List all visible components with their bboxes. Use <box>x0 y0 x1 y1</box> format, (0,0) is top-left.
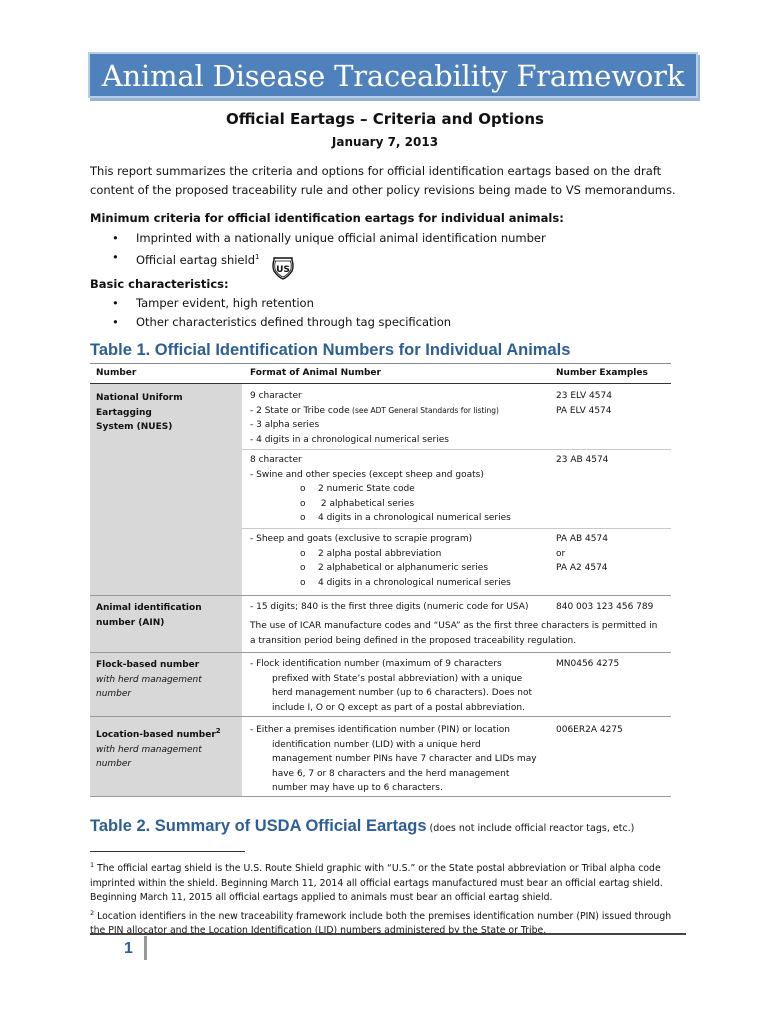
row-label-location: Location-based number$^2$ with herd management number <box>90 717 242 796</box>
shield-text: US <box>276 265 290 275</box>
table2-note: (does not include official reactor tags, etc.) <box>426 823 635 834</box>
minimum-criteria-list <box>112 229 546 270</box>
row-label-nues: National Uniform Eartagging System (NUES) <box>90 384 242 595</box>
basic-characteristics-heading: Basic characteristics: <box>90 277 229 291</box>
footnote-divider <box>90 851 245 852</box>
page-number-bar <box>144 936 147 960</box>
document-title-banner: Animal Disease Traceability Framework <box>88 52 698 98</box>
list-item: • Tamper evident, high retention <box>112 294 451 313</box>
document-subtitle: Official Eartags – Criteria and Options <box>226 110 544 128</box>
document-date: January 7, 2013 <box>331 135 439 149</box>
table-row-flock: Flock-based number with herd management number - Flock identification number (maximum of 9 characters prefixed with State’s postal abbreviation) with a unique herd management number (up to 6 characters). Does not include I, O or Q except as part of a postal abbreviation. MN0456 4275 <box>90 653 671 717</box>
table-row-location: Location-based number$^2$ with herd management number - Either a premises identification number (PIN) or location identification number (LID) with a unique herd management number PINs have 7 character and LIDs may have 6, 7 or 8 characters and the herd management number may have up to 6 characters. 006ER2A 4275 <box>90 717 671 797</box>
table-row-ain: Animal identification number (AIN) - 15 digits; 840 is the first three digits (numeric code for USA) 840 003 123 456 789 The use of ICAR manufacture codes and “USA” as the first three characters is permitted in a transition period being defined in the proposed traceability regulation. <box>90 596 671 653</box>
header-format: Format of Animal Number <box>250 368 381 378</box>
page-number: 1 <box>124 940 133 957</box>
row-label-flock: Flock-based number with herd management number <box>90 653 242 716</box>
nues-sheep-goats-row: - Sheep and goats (exclusive to scrapie program) o 2 alpha postal abbreviation o 2 alphabetical or alphanumeric series o 4 digits in a chronological numerical series PA AB 4574 or PA A2 4574 <box>250 534 608 588</box>
header-examples: Number Examples <box>556 368 648 378</box>
table-row-nues <box>90 384 671 596</box>
intro-line-2: content of the proposed traceability rule and other policy revisions being made to VS memorandums. <box>90 183 676 197</box>
page-bottom-divider <box>90 933 686 935</box>
table-header-row <box>90 363 671 384</box>
table1-title: Table 1. Official Identification Numbers for Individual Animals <box>90 341 571 359</box>
intro-line-1: This report summarizes the criteria and options for official identification eartags based on the draft <box>90 164 662 178</box>
intro-paragraph <box>90 162 690 200</box>
nues-8-character-row: 8 character - Swine and other species (except sheep and goats) o 2 numeric State code o 2 alphabetical series o 4 digits in a chronological numerical series 23 AB 4574 <box>242 450 671 529</box>
minimum-criteria-heading: Minimum criteria for official identification eartags for individual animals: <box>90 211 564 225</box>
footnotes: $^1$ The official eartag shield is the U.S. Route Shield graphic with “U.S.” or the State postal abbreviation or Tribal alpha code imprinted within the shield. Beginning March 11, 2014 all official eartags manufactured must bear an official eartag shield. Beginning March 11, 2015 all official eartags applied to animals must bear an official eartag shield. $^2$ Location identifiers in the new traceability framework include both the premises identification number (PIN) issued through the PIN allocator and the Location Identification (LID) numbers administered by the State or Tribe. <box>90 861 672 937</box>
header-number: Number <box>96 368 137 378</box>
nues-9-character-row: 9 character - 2 State or Tribe code (see ADT General Standards for listing) - 3 alpha series - 4 digits in a chronological numerical series 23 ELV 4574 PA ELV 4574 <box>242 384 671 450</box>
row-label-ain: Animal identification number (AIN) <box>90 596 242 652</box>
basic-characteristics-list <box>112 294 451 332</box>
list-item: • Imprinted with a nationally unique official animal identification number <box>112 229 546 248</box>
table1 <box>90 363 671 797</box>
table2-title: Table 2. Summary of USDA Official Eartags (does not include official reactor tags, etc.) <box>90 817 635 835</box>
list-item: • Other characteristics defined through tag specification <box>112 313 451 332</box>
list-item: • Official eartag shield$^1$ <box>112 248 546 270</box>
us-route-shield-icon <box>271 256 295 280</box>
